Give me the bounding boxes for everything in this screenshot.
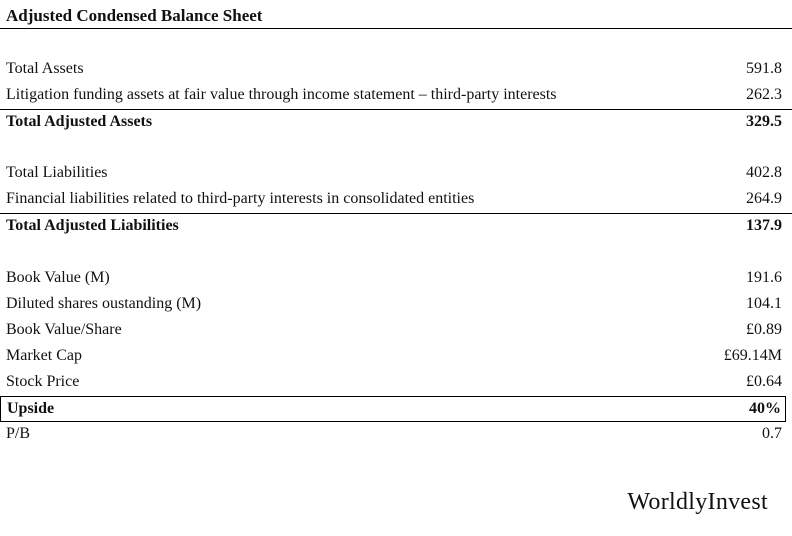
row-label: Book Value (M) xyxy=(6,269,110,286)
row-total-adjusted-assets xyxy=(0,109,792,135)
row-label: Financial liabilities related to third-party interests in consolidated entities xyxy=(6,190,475,207)
row-label: Market Cap xyxy=(6,347,82,364)
row-value: £0.89 xyxy=(746,321,782,338)
row-value: £69.14M xyxy=(723,347,782,364)
row-total-assets xyxy=(0,57,792,83)
row-label: Total Assets xyxy=(6,60,84,77)
row-market-cap xyxy=(0,344,792,370)
row-value: 262.3 xyxy=(746,86,782,103)
row-value: 591.8 xyxy=(746,60,782,77)
row-value: 40% xyxy=(749,400,781,417)
row-book-value xyxy=(0,266,792,292)
title-divider xyxy=(0,28,792,29)
row-label: Litigation funding assets at fair value through income statement – third-party interests xyxy=(6,86,557,103)
row-value: 329.5 xyxy=(746,113,782,130)
row-book-value-per-share xyxy=(0,318,792,344)
row-value: 264.9 xyxy=(746,190,782,207)
row-label: Stock Price xyxy=(6,373,80,390)
row-stock-price xyxy=(0,370,792,396)
row-value: 0.7 xyxy=(762,425,782,442)
row-diluted-shares xyxy=(0,292,792,318)
row-litigation-funding-assets xyxy=(0,83,792,109)
row-label: Total Liabilities xyxy=(6,164,108,181)
row-financial-liabilities-third-party xyxy=(0,187,792,213)
row-value: 402.8 xyxy=(746,164,782,181)
row-total-adjusted-liabilities xyxy=(0,213,792,239)
row-label: Upside xyxy=(7,400,55,417)
row-label: Diluted shares oustanding (M) xyxy=(6,295,202,312)
row-label: Total Adjusted Liabilities xyxy=(6,217,179,234)
row-label: Total Adjusted Assets xyxy=(6,113,153,130)
row-value: 137.9 xyxy=(746,217,782,234)
row-value: 104.1 xyxy=(746,295,782,312)
brand-logo-text: WorldlyInvest xyxy=(627,489,768,515)
sheet-title: Adjusted Condensed Balance Sheet xyxy=(6,6,263,25)
row-upside xyxy=(0,396,786,422)
row-value: £0.64 xyxy=(746,373,782,390)
row-label: Book Value/Share xyxy=(6,321,122,338)
row-total-liabilities xyxy=(0,161,792,187)
row-value: 191.6 xyxy=(746,269,782,286)
row-price-to-book xyxy=(0,422,792,448)
row-label: P/B xyxy=(6,425,31,442)
